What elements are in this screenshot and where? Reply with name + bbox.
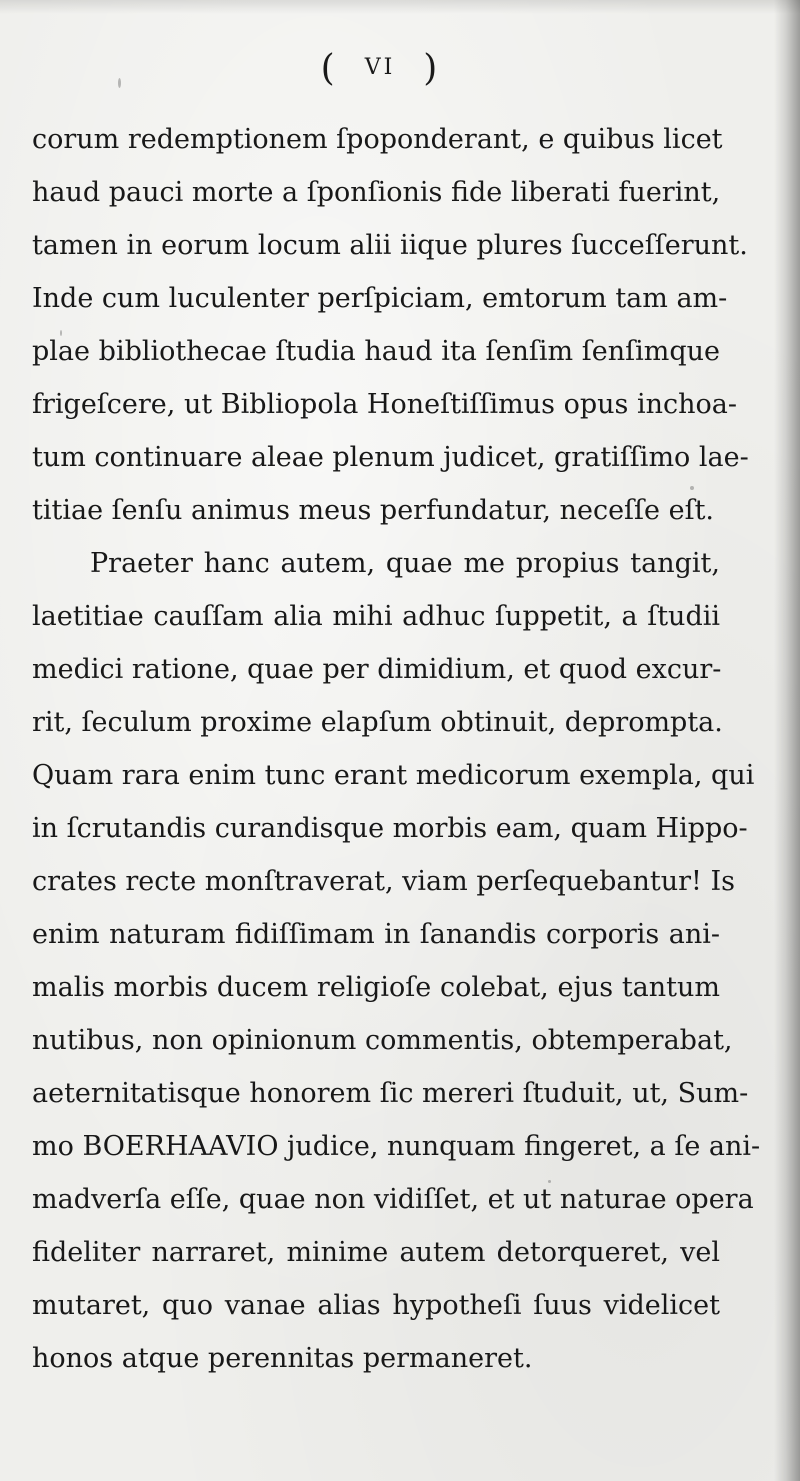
text-line: rit, ſeculum proxime elapſum obtinuit, deprompta. — [32, 707, 723, 738]
text-line: nutibus, non opinionum commentis, obtemperabat, — [32, 1025, 733, 1056]
page-gutter-shadow — [774, 0, 800, 1481]
page-top-shadow — [0, 0, 800, 14]
text-line: tum continuare aleae plenum judicet, gratiſſimo lae- — [32, 442, 749, 473]
text-line: in ſcrutandis curandisque morbis eam, quam Hippo- — [32, 813, 748, 844]
page-header — [0, 48, 760, 89]
text-line-paragraph-end: titiae ſenſu animus meus perfundatur, neceſſe eſt. — [32, 495, 715, 526]
text-line: madverſa eſſe, quae non vidiſſet, et ut naturae opera — [32, 1184, 754, 1215]
text-line: corum redemptionem ſpoponderant, e quibus licet — [32, 124, 723, 155]
paper-speck — [690, 486, 694, 490]
page-number: VI — [364, 55, 396, 80]
text-line: plae bibliothecae ſtudia haud ita ſenſim ſenſimque — [32, 336, 720, 367]
text-line-paragraph-end: honos atque perennitas permaneret. — [32, 1343, 533, 1374]
text-line: Inde cum luculenter perſpiciam, emtorum tam am- — [32, 283, 728, 314]
text-line-paragraph-start: Praeter hanc autem, quae me propius tangit, — [90, 548, 720, 579]
text-line: Quam rara enim tunc erant medicorum exempla, qui — [32, 760, 755, 791]
text-line: frigeſcere, ut Bibliopola Honeſtiſſimus opus inchoa- — [32, 389, 737, 420]
text-line: malis morbis ducem religioſe colebat, ejus tantum — [32, 972, 720, 1003]
text-line: fideliter narraret, minime autem detorqueret, vel — [32, 1237, 720, 1268]
text-line: crates recte monſtraverat, viam perſequebantur! Is — [32, 866, 735, 897]
header-close-paren: ) — [423, 48, 440, 89]
text-line: laetitiae cauſſam alia mihi adhuc ſuppetit, a ſtudii — [32, 601, 720, 632]
text-line: mutaret, quo vanae alias hypotheſi ſuus videlicet — [32, 1290, 720, 1321]
text-line: medici ratione, quae per dimidium, et quod excur- — [32, 654, 722, 685]
text-line: aeternitatisque honorem ſic mereri ſtuduit, ut, Sum- — [32, 1078, 749, 1109]
text-line: haud pauci morte a ſponſionis fide liberati fuerint, — [32, 177, 721, 208]
header-open-paren: ( — [320, 48, 337, 89]
text-line: mo BOERHAAVIO judice, nunquam fingeret, a ſe ani- — [32, 1131, 761, 1162]
text-line: tamen in eorum locum alii iique plures ſucceſſerunt. — [32, 230, 748, 261]
text-line: enim naturam fidiſſimam in ſanandis corporis ani- — [32, 919, 720, 950]
